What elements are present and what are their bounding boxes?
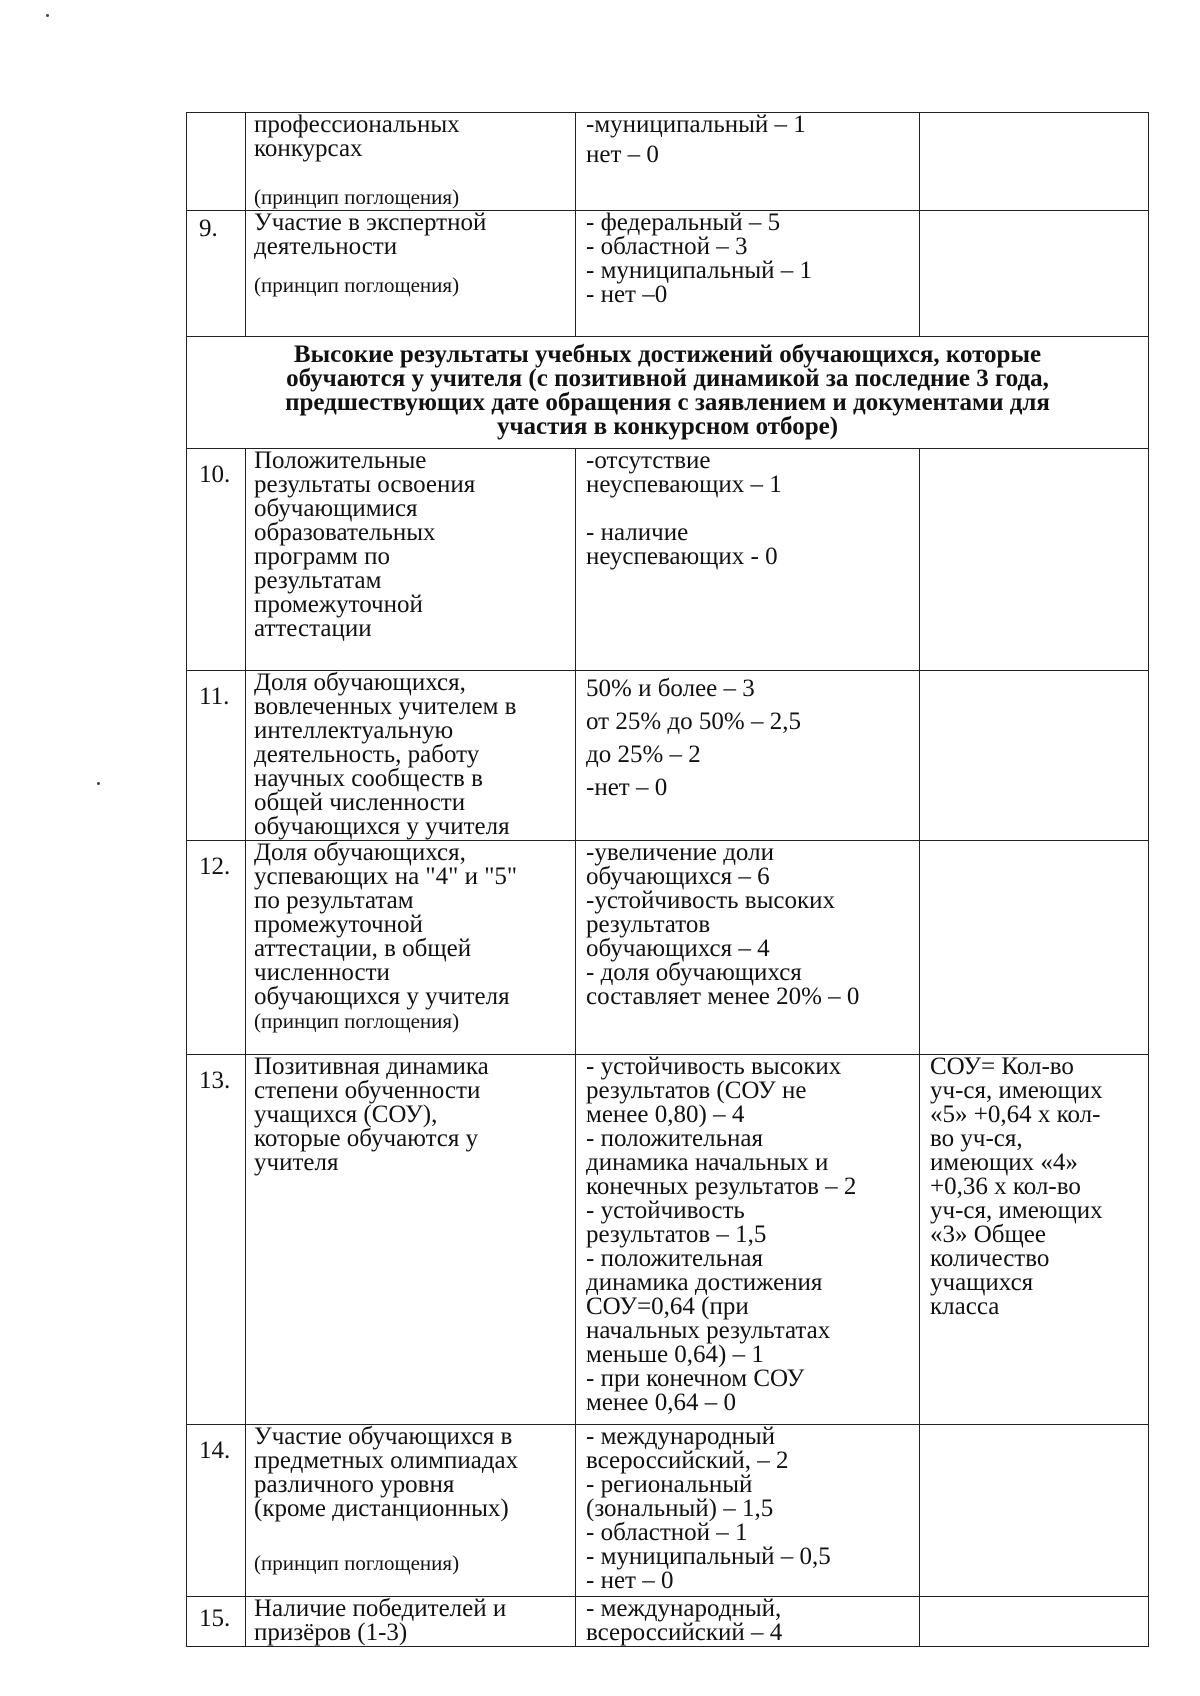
formula-line: учащихся [930, 1269, 1034, 1296]
sou-formula [920, 1055, 1149, 1425]
formula-line: +0,36 х кол-во [930, 1173, 1081, 1200]
value-line: - устойчивость высоких [586, 1053, 842, 1080]
criterion-name-line: предметных олимпиадах [254, 1447, 519, 1474]
criterion-name [246, 211, 576, 337]
criterion-name-line: Участие в экспертной [254, 209, 487, 236]
formula-line: количество [930, 1245, 1050, 1272]
value-line: - положительная [586, 1245, 764, 1272]
criterion-name-line: аттестации [254, 615, 372, 642]
value-line: неуспевающих - 0 [586, 543, 778, 570]
value-line: (зональный) – 1,5 [586, 1495, 774, 1522]
value-line: - муниципальный – 0,5 [586, 1543, 831, 1570]
criterion-name-line: учащихся (СОУ), [254, 1101, 438, 1128]
criterion-name-line: Доля обучающихся, [254, 839, 466, 866]
section-header-row [187, 337, 1149, 449]
criterion-name-line: Участие обучающихся в [254, 1423, 513, 1450]
value-line: -нет – 0 [586, 774, 668, 801]
criterion-name-line: промежуточной [254, 591, 423, 618]
table-row-15 [187, 1597, 1149, 1647]
criterion-name-line: степени обученности [254, 1077, 481, 1104]
value-line: -устойчивость высоких [586, 887, 835, 914]
section-heading-line: участия в конкурсном отборе) [496, 413, 839, 440]
criterion-name [246, 449, 576, 671]
criterion-name-line: промежуточной [254, 911, 423, 938]
value-line: динамика достижения [586, 1269, 823, 1296]
criterion-name [246, 1055, 576, 1425]
value-line: -увеличение доли [586, 839, 774, 866]
scan-speck [46, 14, 49, 17]
criterion-name-line: деятельности [254, 233, 398, 260]
value-line: - наличие [586, 519, 689, 546]
table-row-8 [187, 113, 1149, 211]
criterion-name-line: успевающих на "4" и "5" [254, 863, 518, 890]
criterion-name-line: Положительные [254, 447, 427, 474]
value-line: - нет –0 [586, 281, 668, 308]
value-line: -отсутствие [586, 447, 711, 474]
formula-line: «3» Общее [930, 1221, 1046, 1248]
criterion-values [576, 1425, 920, 1597]
value-line: - при конечном СОУ [586, 1365, 805, 1392]
criterion-name [246, 841, 576, 1055]
criterion-name-line: обучающимися [254, 495, 418, 522]
value-line: составляет менее 20% – 0 [586, 983, 860, 1010]
criterion-name-line: аттестации, в общей [254, 935, 472, 962]
formula-line: во уч-ся, [930, 1125, 1023, 1152]
absorption-principle-note: (принцип поглощения) [254, 273, 460, 297]
value-line: обучающихся – 6 [586, 863, 770, 890]
criterion-name-line: различного уровня [254, 1471, 455, 1498]
section-heading-line: предшествующих дате обращения с заявлением и документами для [285, 389, 1050, 416]
criterion-name-line: численности [254, 959, 390, 986]
criterion-name-line: обучающихся у учителя [254, 813, 510, 840]
value-line: -муниципальный – 1 [586, 111, 806, 138]
value-line: - положительная [586, 1125, 764, 1152]
criterion-name-line: результатам [254, 567, 382, 594]
criterion-name-line: вовлеченных учителем в [254, 693, 517, 720]
value-line: результатов [586, 911, 711, 938]
row-number: 15. [187, 1597, 246, 1647]
value-line: - муниципальный – 1 [586, 257, 813, 284]
criterion-name-line: (кроме дистанционных) [254, 1495, 509, 1522]
value-line: конечных результатов – 2 [586, 1173, 857, 1200]
criterion-values [576, 211, 920, 337]
value-line: - областной – 1 [586, 1519, 748, 1546]
value-line: СОУ=0,64 (при [586, 1293, 749, 1320]
criterion-name-line: научных сообществ в [254, 765, 483, 792]
section-heading-line: обучаются у учителя (с позитивной динамикой за последние 3 года, [286, 365, 1049, 392]
criterion-values [576, 113, 920, 211]
criterion-values [576, 1055, 920, 1425]
criterion-name-line: Наличие победителей и [254, 1595, 507, 1622]
criterion-name-line: интеллектуальную [254, 717, 454, 744]
criterion-notes [920, 449, 1149, 671]
absorption-principle-note: (принцип поглощения) [254, 185, 460, 209]
absorption-principle-note: (принцип поглощения) [254, 1551, 460, 1575]
criterion-name-line: образовательных [254, 519, 436, 546]
criterion-name-line: обучающихся у учителя [254, 983, 510, 1010]
criterion-notes [920, 841, 1149, 1055]
criterion-name-line: общей численности [254, 789, 466, 816]
criterion-name-line: программ по [254, 543, 390, 570]
value-line: динамика начальных и [586, 1149, 829, 1176]
row-number: 12. [187, 841, 246, 1055]
value-line: результатов (СОУ не [586, 1077, 807, 1104]
formula-line: «5» +0,64 х кол- [930, 1101, 1101, 1128]
formula-line: СОУ= Кол-во [930, 1053, 1074, 1080]
value-line: - международный [586, 1423, 776, 1450]
table-row-10 [187, 449, 1149, 671]
value-line: обучающихся – 4 [586, 935, 770, 962]
criterion-values [576, 449, 920, 671]
criterion-name-line: Доля обучающихся, [254, 669, 466, 696]
value-line: менее 0,80) – 4 [586, 1101, 745, 1128]
criterion-notes [920, 671, 1149, 841]
row-number: 10. [187, 449, 246, 671]
scan-speck [97, 782, 100, 785]
formula-line: класса [930, 1293, 1000, 1320]
criterion-values [576, 671, 920, 841]
value-line: - федеральный – 5 [586, 209, 781, 236]
absorption-principle-note: (принцип поглощения) [254, 1009, 460, 1033]
value-line: нет – 0 [586, 141, 659, 168]
value-line: - областной – 3 [586, 233, 748, 260]
criterion-name-line: результаты освоения [254, 471, 476, 498]
value-line: - региональный [586, 1471, 753, 1498]
criterion-name-line: которые обучаются у [254, 1125, 479, 1152]
criterion-name [246, 671, 576, 841]
value-line: начальных результатах [586, 1317, 831, 1344]
criterion-notes [920, 1425, 1149, 1597]
table-row-14 [187, 1425, 1149, 1597]
criterion-name-line: по результатам [254, 887, 414, 914]
criterion-name-line: профессиональных [254, 111, 460, 138]
formula-line: уч-ся, имеющих [930, 1077, 1103, 1104]
value-line: всероссийский – 4 [586, 1619, 783, 1646]
criterion-name-line: Позитивная динамика [254, 1053, 489, 1080]
criterion-name [246, 1425, 576, 1597]
criterion-name-line: деятельность, работу [254, 741, 480, 768]
value-line: до 25% – 2 [586, 741, 701, 768]
table-row-13 [187, 1055, 1149, 1425]
row-number: 13. [187, 1055, 246, 1425]
section-heading-line: Высокие результаты учебных достижений обучающихся, которые [293, 341, 1042, 368]
row-number [187, 113, 246, 211]
value-line: - устойчивость [586, 1197, 745, 1224]
criterion-name-line: конкурсах [254, 135, 363, 162]
value-line: 50% и более – 3 [586, 675, 755, 702]
row-number: 9. [187, 211, 246, 337]
value-line: меньше 0,64) – 1 [586, 1341, 764, 1368]
criteria-table [186, 112, 1149, 1647]
value-line: от 25% до 50% – 2,5 [586, 708, 801, 735]
formula-line: уч-ся, имеющих [930, 1197, 1103, 1224]
criteria-table-container [186, 112, 1148, 1647]
criterion-name-line: учителя [254, 1149, 339, 1176]
value-line: всероссийский, – 2 [586, 1447, 789, 1474]
criterion-values [576, 841, 920, 1055]
criterion-name [246, 1597, 576, 1647]
value-line: - нет – 0 [586, 1567, 674, 1594]
criterion-notes [920, 1597, 1149, 1647]
value-line: результатов – 1,5 [586, 1221, 767, 1248]
criterion-name-line: призёров (1-3) [254, 1619, 408, 1646]
value-line: - доля обучающихся [586, 959, 802, 986]
criterion-values [576, 1597, 920, 1647]
criterion-notes [920, 113, 1149, 211]
table-row-12 [187, 841, 1149, 1055]
value-line: менее 0,64 – 0 [586, 1389, 736, 1416]
criterion-name [246, 113, 576, 211]
table-row-11 [187, 671, 1149, 841]
formula-line: имеющих «4» [930, 1149, 1078, 1176]
value-line: неуспевающих – 1 [586, 471, 782, 498]
table-row-9 [187, 211, 1149, 337]
row-number: 14. [187, 1425, 246, 1597]
value-line: - международный, [586, 1595, 782, 1622]
section-heading [187, 337, 1149, 449]
row-number: 11. [187, 671, 246, 841]
criterion-notes [920, 211, 1149, 337]
